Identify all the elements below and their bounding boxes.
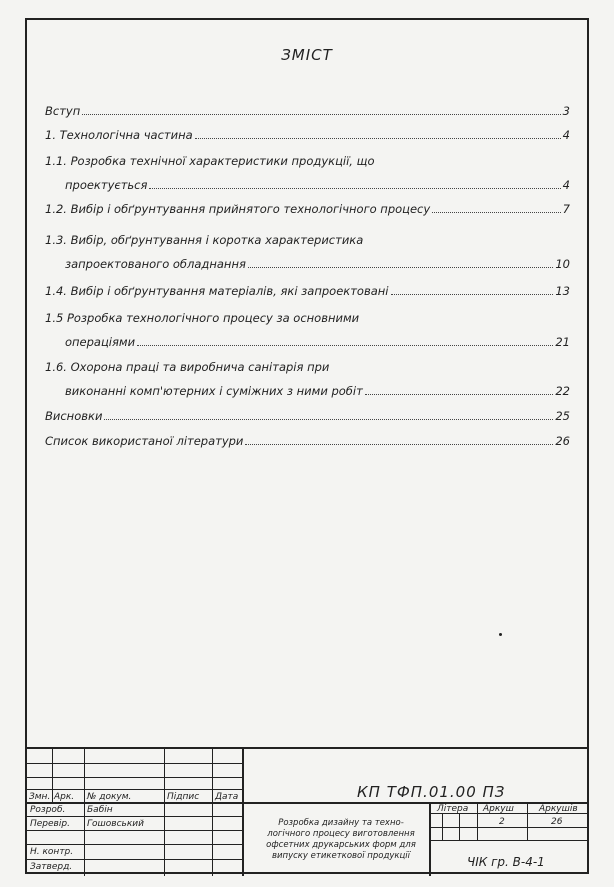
toc-entry-1-5: операціями 21 [65,335,570,349]
toc-entry-1-1-line1: 1.1. Розробка технічної характеристики продукції, що [45,154,375,168]
toc-entry-1-6: виконанні комп'ютерних і суміжних з ними робіт 22 [65,384,570,398]
toc-entry-1-6-line1: 1.6. Охорона праці та виробнича санітарія при [45,360,330,374]
toc-entry-1-2: 1.2. Вибір і обґрунтування прийнятого технологічного процесу 7 [45,202,570,216]
drawing-frame [25,18,589,874]
role-checker: Перевір. [30,819,70,829]
document-description: Розробка дизайну та техно- логічного процесу виготовлення офсетних друкарських форм для випуску етикеткової продукції [266,818,416,861]
sheets-total: 26 [551,817,563,827]
header-zmn: Змн. [29,792,51,802]
role-norm-control: Н. контр. [30,847,74,857]
toc-entry-1-4: 1.4. Вибір і обґрунтування матеріалів, які запроектовані 13 [45,284,570,298]
name-checker: Гошовський [87,819,144,829]
title-block [27,747,587,876]
page-title: ЗМІСТ [281,46,333,64]
header-doc-number: № докум. [87,792,132,802]
header-date: Дата [215,792,239,802]
header-ark: Арк. [54,792,75,802]
header-signature: Підпис [167,792,200,802]
toc-entry-1: 1. Технологічна частина 4 [45,128,570,142]
toc-entry-conclusions: Висновки 25 [45,409,570,423]
document-code: КП ТФП.01.00 ПЗ [357,783,506,801]
scan-speck [499,633,502,636]
toc-entry-1-3: запроектованого обладнання 10 [65,257,570,271]
toc-entry-1-5-line1: 1.5 Розробка технологічного процесу за основними [45,311,360,325]
role-approver: Затверд. [30,862,73,872]
sheet-label: Аркуш [483,804,514,814]
role-developer: Розроб. [30,805,66,815]
name-developer: Бабін [87,805,113,815]
toc-entry-1-3-line1: 1.3. Вибір, обґрунтування і коротка характеристика [45,233,364,247]
toc-entry-references: Список використаної літератури 26 [45,434,570,448]
organization-group: ЧІК гр. В-4-1 [467,855,545,869]
toc-entry-intro: Вступ 3 [45,104,570,118]
toc-entry-1-1: проектується 4 [65,178,570,192]
sheets-label: Аркушів [539,804,578,814]
litera-label: Літера [437,804,469,814]
sheet-number: 2 [499,817,505,827]
